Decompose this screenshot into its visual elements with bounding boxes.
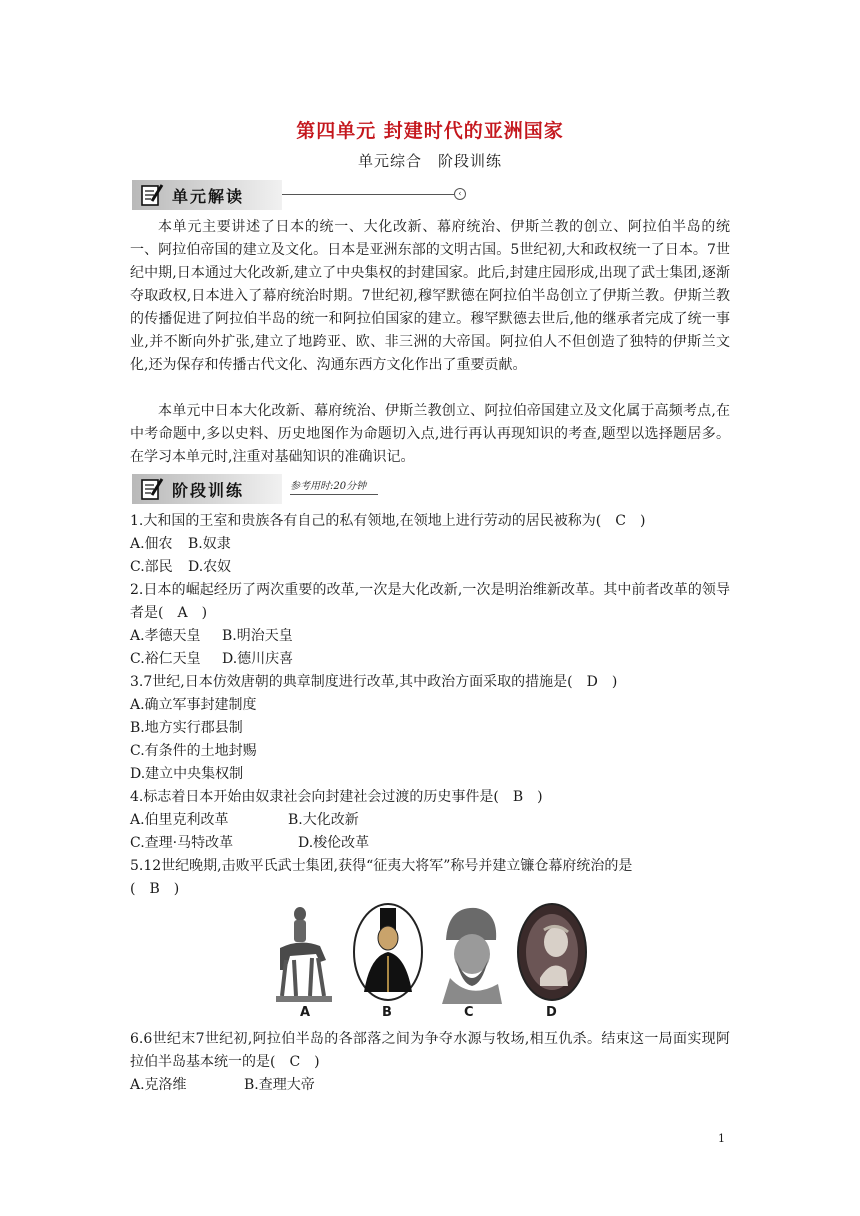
question-3-option-d: D.建立中央集权制 (130, 766, 244, 782)
section-label: 阶段训练 (172, 481, 245, 500)
question-1-option-c: C.部民 (130, 559, 173, 575)
question-3-option-c: C.有条件的土地封赐 (130, 743, 257, 759)
intro-paragraph-2: 本单元中日本大化改新、幕府统治、伊斯兰教创立、阿拉伯帝国建立及文化属于高频考点,在中考命题中,多以史料、历史地图作为命题切入点,进行再认再现知识的考查,题型以选择题居多。在学习本单元时,注重对基础知识的准确识记。 (130, 403, 730, 465)
figure-label-b: B (382, 1005, 392, 1020)
question-5-answer: ( B ) (130, 881, 180, 897)
section-header-stage-training (132, 474, 382, 504)
question-2-stem: 2.日本的崛起经历了两次重要的改革,一次是大化改新,一次是明治维新改革。其中前者改革的领导者是( A ) (130, 582, 730, 621)
page-subtitle: 单元综合 阶段训练 (357, 152, 502, 170)
question-2-option-a: A.孝德天皇 (130, 628, 201, 644)
question-4-option-c: C.查理·马特改革 (130, 835, 234, 851)
figure-a-equestrian-statue (270, 900, 346, 1010)
intro-paragraph-1: 本单元主要讲述了日本的统一、大化改新、幕府统治、伊斯兰教的创立、阿拉伯半岛的统一、阿拉伯帝国的建立及文化。日本是亚洲东部的文明古国。5世纪初,大和政权统一了日本。7世纪中期,日本通过大化改新,建立了中央集权的封建国家。此后,封建庄园形成,出现了武士集团,逐渐夺取政权,日本进入了幕府统治时期。7世纪初,穆罕默德在阿拉伯半岛创立了伊斯兰教。伊斯兰教的传播促进了阿拉伯半岛的统一和阿拉伯国家的建立。穆罕默德去世后,他的继承者完成了统一事业,并不断向外扩张,建立了地跨亚、欧、非三洲的大帝国。阿拉伯人不但创造了独特的伊斯兰文化,还为保存和传播古代文化、沟通东西方文化作出了重要贡献。 (130, 219, 730, 373)
figure-label-c: C (464, 1005, 474, 1020)
question-1-option-a: A.佃农 (130, 536, 173, 552)
figure-c-bust (432, 900, 508, 1010)
question-4-option-d: D.梭伦改革 (298, 835, 370, 851)
question-6-stem: 6.6世纪末7世纪初,阿拉伯半岛的各部落之间为争夺水源与牧场,相互仇杀。结束这一局面实现阿拉伯半岛基本统一的是( C ) (130, 1031, 730, 1070)
section-header-unit-reading (132, 180, 472, 210)
figure-label-a: A (300, 1005, 311, 1020)
notebook-pen-icon (140, 477, 166, 501)
question-5-stem: 5.12世纪晚期,击败平氏武士集团,获得“征夷大将军”称号并建立镰仓幕府统治的是 (130, 858, 633, 874)
divider (290, 494, 378, 495)
question-5-figures (270, 900, 590, 1025)
question-2-option-d: D.德川庆喜 (222, 651, 294, 667)
figure-label-d: D (546, 1005, 557, 1020)
question-4-option-a: A.伯里克利改革 (130, 812, 229, 828)
circle-arrow-icon: ‹ (454, 188, 466, 200)
figure-b-portrait (350, 900, 426, 1010)
section-label: 单元解读 (172, 187, 245, 206)
question-1-option-b: B.奴隶 (188, 536, 231, 552)
page-number: 1 (718, 1132, 725, 1145)
question-1-stem: 1.大和国的王室和贵族各有自己的私有领地,在领地上进行劳动的居民被称为( C ) (130, 513, 646, 529)
question-3-option-a: A.确立军事封建制度 (130, 697, 257, 713)
question-2-option-c: C.裕仁天皇 (130, 651, 201, 667)
reference-time-note: 参考用时:20分钟 (290, 481, 367, 492)
question-6-option-b: B.查理大帝 (244, 1077, 315, 1093)
question-2-option-b: B.明治天皇 (222, 628, 293, 644)
question-6-option-a: A.克洛维 (130, 1077, 187, 1093)
figure-d-coin-portrait (514, 900, 590, 1010)
question-3-stem: 3.7世纪,日本仿效唐朝的典章制度进行改革,其中政治方面采取的措施是( D ) (130, 674, 618, 690)
question-4-option-b: B.大化改新 (288, 812, 359, 828)
divider (282, 194, 454, 195)
question-1-option-d: D.农奴 (188, 559, 232, 575)
question-3-option-b: B.地方实行郡县制 (130, 720, 243, 736)
question-4-stem: 4.标志着日本开始由奴隶社会向封建社会过渡的历史事件是( B ) (130, 789, 543, 805)
page-title: 第四单元 封建时代的亚洲国家 (296, 120, 564, 142)
notebook-pen-icon (140, 183, 166, 207)
